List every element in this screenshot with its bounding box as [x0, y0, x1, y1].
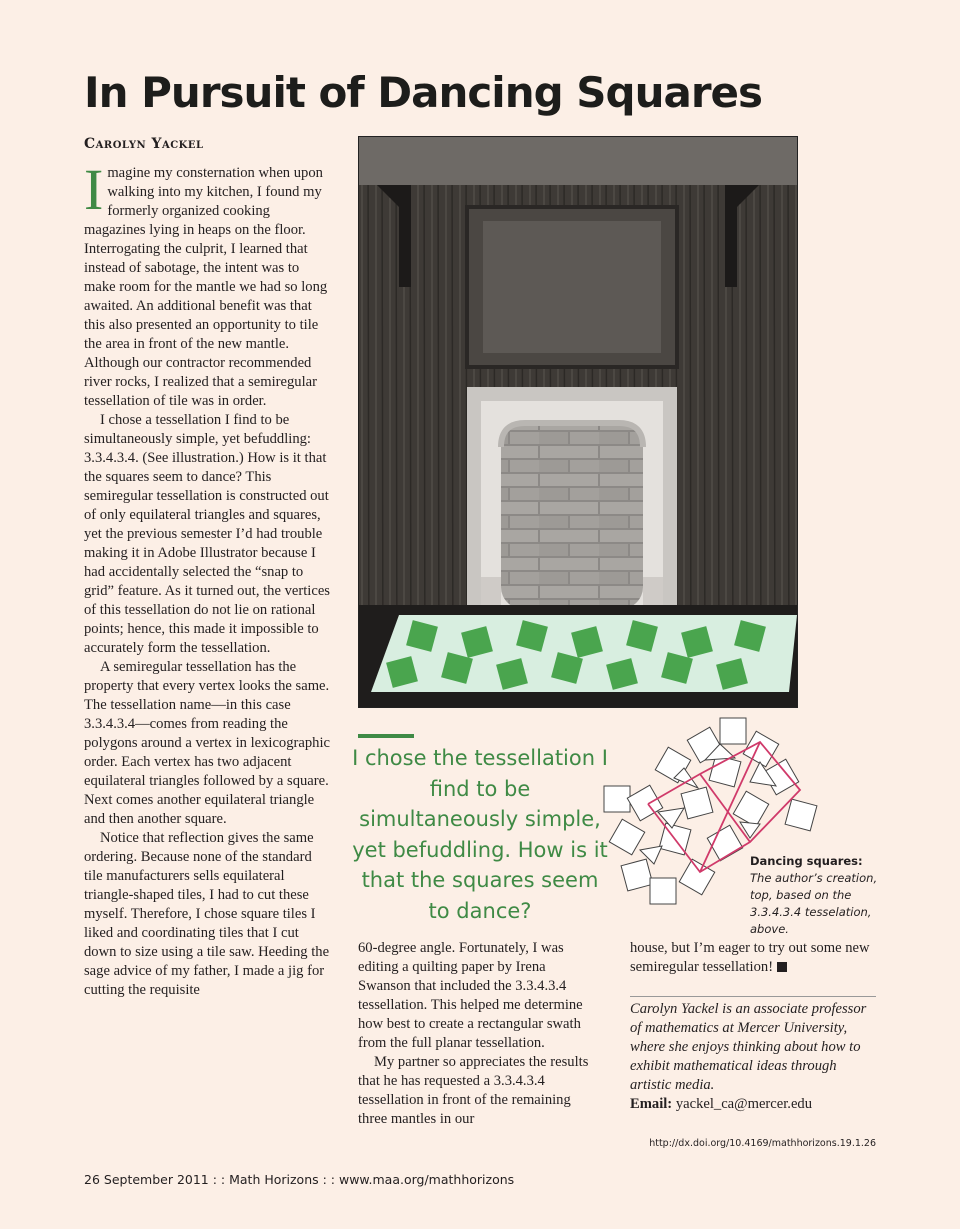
fireplace-photo — [358, 136, 798, 708]
paragraph-5: 60-degree angle. Fortunately, I was editing a quilting paper by Irena Swanson that included the 3.3.4.3.4 tessellation. This helped me determine how best to create a rectangular swath from the full planar tessellation. — [358, 940, 583, 1051]
figure-caption — [750, 853, 880, 938]
email-label: Email: — [630, 1096, 673, 1112]
paragraph-7: house, but I’m eager to try out some new semiregular tessellation! — [630, 940, 870, 975]
doi-link[interactable]: http://dx.doi.org/10.4169/mathhorizons.19.1.26 — [649, 1138, 876, 1149]
body-column-1 — [84, 157, 330, 1000]
caption-bold: Dancing squares: — [750, 854, 863, 868]
paragraph-4: Notice that reflection gives the same ordering. Because none of the standard tile manufacturers sells equilateral triangle-shaped tiles, I had to cut these myself. Therefore, I chose square tiles I liked and coordinating tiles that I cut down to size using a tile saw. Heeding the sage advice of my father, I made a jig for cutting the requisite — [84, 830, 330, 998]
page-footer: 26 September 2011 : : Math Horizons : : www.maa.org/mathhorizons — [84, 1172, 515, 1187]
body-column-2 — [358, 939, 598, 1129]
paragraph-6: My partner so appreciates the results that he has requested a 3.3.4.3.4 tessellation in front of the remaining three mantles in our — [358, 1054, 589, 1127]
caption-text: The author’s creation, top, based on the 3.3.4.3.4 tesselation, above. — [750, 871, 878, 936]
author-bio — [630, 1000, 880, 1114]
paragraph-1: magine my consternation when upon walking into my kitchen, I found my formerly organized cooking magazines lying in heaps on the floor. Interrogating the culprit, I learned that instead of sabotage, the intent was to make room for the mantle we had so long awaited. An additional benefit was that this also presented an opportunity to tile the area in front of the new mantle. Although our contractor recommended river rocks, I realized that a semiregular tessellation of tile was in order. — [84, 165, 328, 409]
pull-quote-rule — [358, 734, 414, 738]
end-mark-icon — [777, 962, 787, 972]
paragraph-2: I chose a tessellation I find to be simultaneously simple, yet befuddling: 3.3.4.3.4. (See illustration.) How is it that the squares seem to dance? This semiregular tessellation is constructed out of only equilateral triangles and squares, yet the previous semester I’d had trouble making it in Adobe Illustrator because I had accidentally selected the “snap to grid” feature. As it turned out, the vertices of this tessellation do not lie on rational points; hence, this made it impossible to accurately form the tessellation. — [84, 412, 330, 656]
email-address: yackel_ca@mercer.edu — [675, 1096, 813, 1112]
author-byline: Carolyn Yackel — [84, 136, 204, 152]
drop-cap: I — [84, 157, 104, 222]
paragraph-3: A semiregular tessellation has the property that every vertex looks the same. The tessellation name—in this case 3.3.4.3.4—comes from reading the polygons around a vertex in lexicographic order. Each vertex has two adjacent equilateral triangles followed by a square. Next comes another equilateral triangle and then another square. — [84, 659, 330, 827]
bio-divider — [630, 996, 876, 997]
article-title: In Pursuit of Dancing Squares — [84, 68, 763, 117]
bio-text: Carolyn Yackel is an associate professor of mathematics at Mercer University, where she enjoys thinking about how to exhibit mathematical ideas through artistic media. — [630, 1001, 867, 1093]
body-column-3 — [630, 939, 876, 977]
bio-email-line — [630, 1095, 880, 1114]
pull-quote: I chose the tessellation I find to be simultaneously simple, yet befuddling. How is it that the squares seem to dance? — [352, 746, 608, 923]
